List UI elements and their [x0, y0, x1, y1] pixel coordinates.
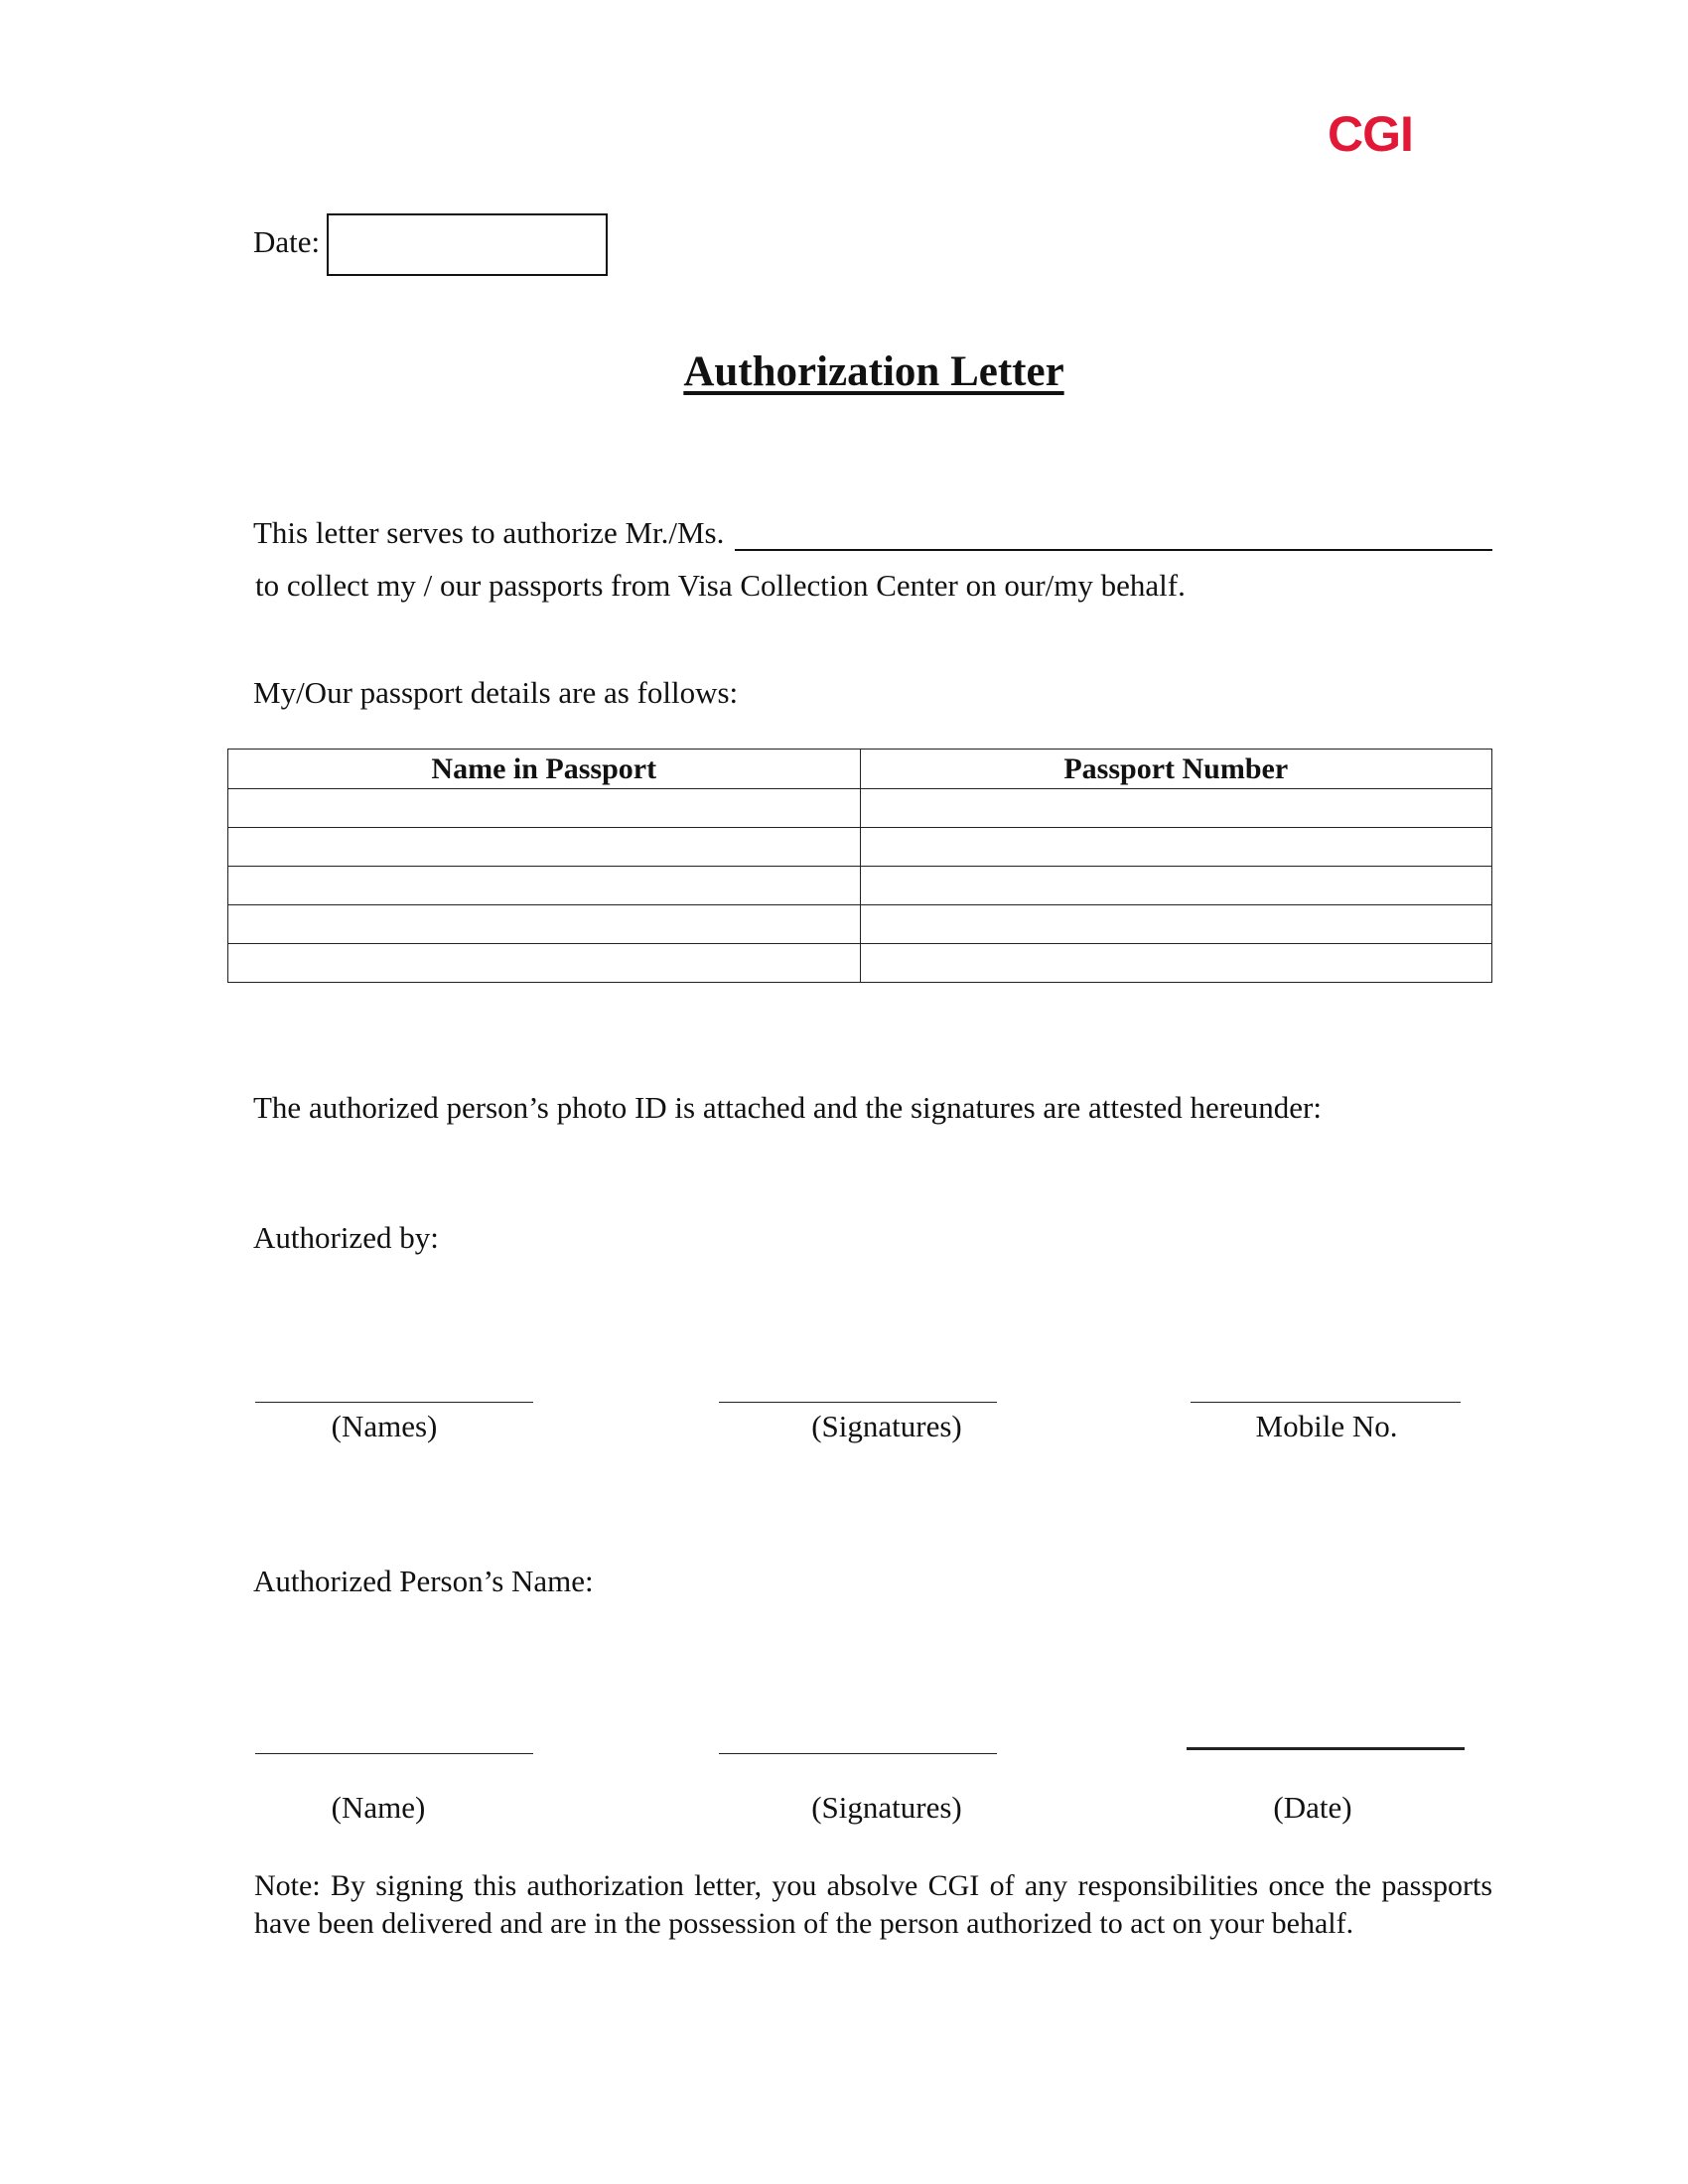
name-cell[interactable]: [228, 905, 861, 944]
date-field[interactable]: [327, 213, 608, 276]
date-caption: (Date): [1273, 1790, 1352, 1825]
passport-table: [227, 749, 1492, 983]
passport-number-cell[interactable]: [860, 867, 1492, 905]
disclaimer-note: Note: By signing this authorization letter, you absolve CGI of any responsibilities once the passports have been delivered and are in the possession of the person authorized to act on your behalf.: [254, 1869, 1492, 1940]
column-header-passport-number: Passport Number: [860, 750, 1492, 789]
column-header-name: Name in Passport: [228, 750, 861, 789]
authorize-statement: This letter serves to authorize Mr./Ms.: [253, 515, 725, 550]
table-row: [228, 867, 1492, 905]
signatures-caption: (Signatures): [811, 1409, 962, 1443]
passport-number-cell[interactable]: [860, 828, 1492, 867]
passport-number-cell[interactable]: [860, 905, 1492, 944]
name-cell[interactable]: [228, 789, 861, 828]
page-title: Authorization Letter: [683, 348, 1064, 395]
name-cell[interactable]: [228, 944, 861, 983]
table-row: [228, 789, 1492, 828]
name-signature-line[interactable]: [255, 1753, 533, 1754]
name-caption: (Name): [331, 1790, 426, 1825]
cgi-logo: CGI: [1328, 106, 1413, 162]
signatures-line[interactable]: [719, 1402, 997, 1403]
mobile-number-caption: Mobile No.: [1255, 1409, 1398, 1443]
passport-number-cell[interactable]: [860, 944, 1492, 983]
person-signatures-line[interactable]: [719, 1753, 997, 1754]
table-header-row: [228, 750, 1492, 789]
table-row: [228, 828, 1492, 867]
name-cell[interactable]: [228, 828, 861, 867]
names-signature-line[interactable]: [255, 1402, 533, 1403]
names-caption: (Names): [331, 1409, 438, 1443]
date-signature-line[interactable]: [1187, 1747, 1465, 1750]
photo-id-statement: The authorized person’s photo ID is attached and the signatures are attested hereunder:: [253, 1090, 1322, 1125]
authorized-by-label: Authorized by:: [253, 1220, 439, 1255]
authorized-name-field[interactable]: [735, 549, 1492, 551]
name-cell[interactable]: [228, 867, 861, 905]
person-signatures-caption: (Signatures): [811, 1790, 962, 1825]
mobile-number-line[interactable]: [1191, 1402, 1461, 1403]
passport-number-cell[interactable]: [860, 789, 1492, 828]
date-label: Date:: [253, 224, 321, 259]
table-row: [228, 944, 1492, 983]
passport-details-label: My/Our passport details are as follows:: [253, 675, 739, 710]
authorized-person-label: Authorized Person’s Name:: [253, 1564, 594, 1598]
table-row: [228, 905, 1492, 944]
collect-statement: to collect my / our passports from Visa Collection Center on our/my behalf.: [255, 568, 1186, 603]
